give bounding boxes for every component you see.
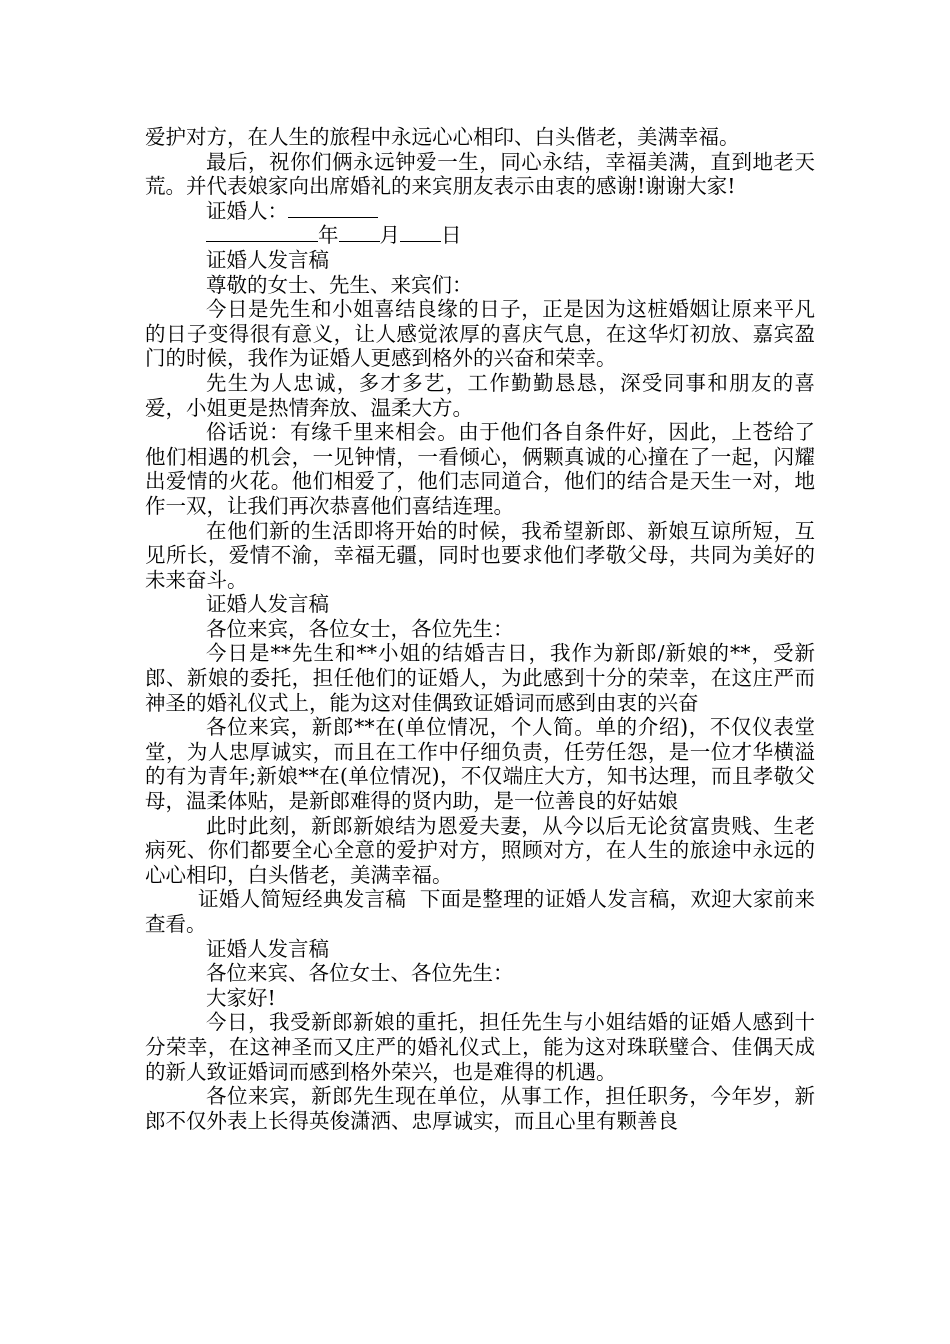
paragraph: 俗话说：有缘千里来相会。由于他们各自条件好，因此，上苍给了他们相遇的机会，一见钟情，一看倾心，俩颗真诚的心撞在了一起，闪耀出爱情的火花。他们相爱了，他们志同道合，他们的结合是天生一对，地作一双，让我们再次恭喜他们喜结连理。 [145,420,815,518]
year-label: 年 [318,223,339,248]
paragraph: 在他们新的生活即将开始的时候，我希望新郎、新娘互谅所短，互见所长，爱情不渝，幸福无疆，同时也要求他们孝敬父母，共同为美好的未来奋斗。 [145,518,815,592]
paragraph: 先生为人忠诚，多才多艺，工作勤勤恳恳，深受同事和朋友的喜爱，小姐更是热情奔放、温柔大方。 [145,370,815,420]
section-title: 证婚人发言稿 [206,592,329,617]
hello-line: 大家好! [206,985,276,1010]
document-page [145,125,815,1133]
paragraph: 爱护对方，在人生的旅程中永远心心相印、白头偕老，美满幸福。 [145,125,740,149]
paragraph: 各位来宾，新郎**在(单位情况，个人简。单的介绍)，不仅仪表堂堂，为人忠厚诚实，而且在工作中仔细负责，任劳任怨，是一位才华横溢的有为青年;新娘**在(单位情况)，不仅端庄大方，知书达理，而且孝敬父母，温柔体贴，是新郎难得的贤内助，是一位善良的好姑娘 [145,715,815,814]
intro-paragraph: 证婚人简短经典发言稿 下面是整理的证婚人发言稿，欢迎大家前来查看。 [145,887,815,936]
greeting: 各位来宾、各位女士、各位先生： [206,961,514,986]
paragraph: 最后，祝你们俩永远钟爱一生，同心永结，幸福美满，直到地老天荒。并代表娘家向出席婚礼的来宾朋友表示由衷的感谢!谢谢大家! [145,149,815,199]
signature-blank [288,199,378,218]
section-title: 证婚人发言稿 [206,247,329,272]
month-blank [339,223,380,242]
signature-line [145,199,815,224]
day-label: 日 [441,223,462,248]
month-label: 月 [379,223,400,248]
paragraph: 今日是先生和小姐喜结良缘的日子，正是因为这桩婚姻让原来平凡的日子变得很有意义，让人感觉浓厚的喜庆气息，在这华灯初放、嘉宾盈门的时候，我作为证婚人更感到格外的兴奋和荣幸。 [145,297,815,371]
date-line [145,223,815,248]
paragraph: 今日，我受新郎新娘的重托，担任先生与小姐结婚的证婚人感到十分荣幸，在这神圣而又庄严的婚礼仪式上，能为这对珠联璧合、佳偶天成的新人致证婚词而感到格外荣兴，也是难得的机遇。 [145,1010,815,1084]
greeting: 各位来宾，各位女士，各位先生： [206,616,514,641]
day-blank [400,223,441,242]
paragraph: 各位来宾，新郎先生现在单位，从事工作，担任职务，今年岁，新郎不仅外表上长得英俊潇洒、忠厚诚实，而且心里有颗善良 [145,1084,815,1133]
greeting: 尊敬的女士、先生、来宾们： [206,272,473,297]
paragraph: 今日是**先生和**小姐的结婚吉日，我作为新郎/新娘的**，受新郎、新娘的委托，担任他们的证婚人，为此感到十分的荣幸，在这庄严而神圣的婚礼仪式上，能为这对佳偶致证婚词而感到由衷的兴奋 [145,641,815,715]
year-blank [206,223,318,242]
paragraph: 此时此刻，新郎新娘结为恩爱夫妻，从今以后无论贫富贵贱、生老病死、你们都要全心全意的爱护对方，照顾对方，在人生的旅途中永远的心心相印，白头偕老，美满幸福。 [145,813,815,887]
signature-label: 证婚人： [206,198,288,223]
section-title: 证婚人发言稿 [206,936,329,961]
